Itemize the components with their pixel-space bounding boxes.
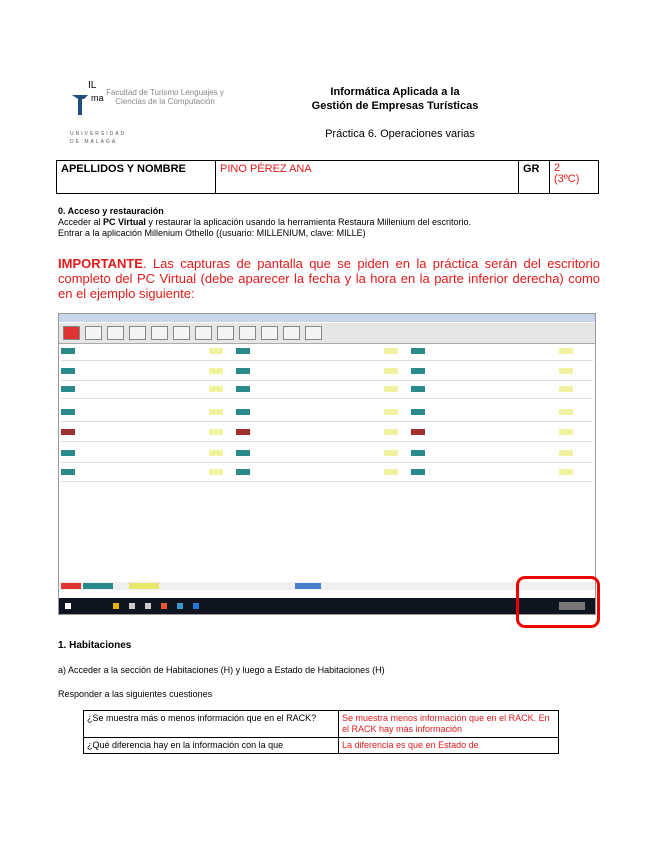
- room-number-cell: [236, 429, 250, 435]
- rack-row-divider: [61, 380, 593, 381]
- group-label: GR: [519, 161, 550, 194]
- toolbar-button: [151, 326, 168, 340]
- answer-cell: La diferencia es que en Estado de: [339, 738, 559, 754]
- room-status-cell: [559, 368, 573, 374]
- room-status-cell: [559, 469, 573, 475]
- section-1-heading: 1. Habitaciones: [58, 640, 132, 651]
- logo-t-mark-icon: [70, 93, 90, 117]
- toolbar-button: [173, 326, 190, 340]
- section-access: [58, 206, 598, 239]
- taskbar-app-icon: [177, 603, 183, 609]
- table-row: [84, 738, 559, 754]
- room-number-cell: [61, 386, 75, 392]
- room-number-cell: [411, 386, 425, 392]
- questions-table: [83, 710, 559, 754]
- toolbar-button: [261, 326, 278, 340]
- room-number-cell: [61, 469, 75, 475]
- section-1-step-a: a) Acceder a la sección de Habitaciones (H) y luego a Estado de Habitaciones (H): [58, 665, 385, 675]
- rack-row-divider: [61, 462, 593, 463]
- toolbar-button: [129, 326, 146, 340]
- room-status-cell: [559, 348, 573, 354]
- room-status-cell: [559, 450, 573, 456]
- screenshot-toolbar: [59, 323, 595, 344]
- room-number-cell: [411, 469, 425, 475]
- room-number-cell: [61, 450, 75, 456]
- taskbar-app-icon: [193, 603, 199, 609]
- practice-subtitle: Práctica 6. Operaciones varias: [325, 128, 475, 140]
- screenshot-taskbar: [59, 598, 595, 614]
- toolbar-button: [63, 326, 80, 340]
- rack-row-divider: [61, 481, 593, 482]
- room-status-cell: [209, 429, 223, 435]
- clock-highlight-circle: [516, 576, 600, 628]
- room-status-cell: [209, 368, 223, 374]
- student-name: PINO PÉREZ ANA: [216, 161, 519, 194]
- windows-start-icon: [65, 603, 71, 609]
- title-line-2: Gestión de Empresas Turísticas: [311, 100, 479, 112]
- room-status-cell: [384, 348, 398, 354]
- important-label: IMPORTANTE: [58, 256, 143, 271]
- toolbar-button: [239, 326, 256, 340]
- logo-university-text: UNIVERSIDAD DE MÁLAGA: [70, 131, 127, 145]
- logo-faculty-text: Facultad de Turismo Lenguajes y Ciencias de la Computación: [106, 88, 224, 106]
- toolbar-button: [85, 326, 102, 340]
- logo-il-text: IL: [88, 80, 97, 91]
- table-row: [84, 711, 559, 738]
- legend-swatch: [129, 583, 159, 589]
- taskbar-app-icon: [161, 603, 167, 609]
- room-number-cell: [61, 348, 75, 354]
- line1-bold: PC Virtual: [103, 217, 146, 227]
- legend-swatch: [295, 583, 321, 589]
- legend-swatch: [61, 583, 81, 589]
- name-label: APELLIDOS Y NOMBRE: [57, 161, 216, 194]
- room-number-cell: [61, 409, 75, 415]
- line1-post: y restaurar la aplicación usando la herramienta Restaura Millenium del escritorio.: [145, 217, 472, 227]
- group-value-line-1: 2: [554, 162, 561, 174]
- question-cell: ¿Se muestra más o menos información que en el RACK?: [84, 711, 339, 738]
- room-status-cell: [384, 409, 398, 415]
- logo-ma-text: ma: [91, 93, 104, 103]
- room-number-cell: [61, 429, 75, 435]
- title-line-1: Informática Aplicada a la: [330, 86, 460, 98]
- room-status-cell: [559, 429, 573, 435]
- room-number-cell: [61, 368, 75, 374]
- taskbar-app-icon: [145, 603, 151, 609]
- section-0-line-1: [58, 217, 598, 228]
- room-number-cell: [411, 450, 425, 456]
- important-text: . Las capturas de pantalla que se piden en la práctica serán del escritorio completo del PC Virtual (debe aparecer la fecha y la hora en la parte inferior derecha) como en el ejemplo siguiente:: [58, 256, 600, 301]
- room-number-cell: [236, 469, 250, 475]
- room-number-cell: [411, 429, 425, 435]
- room-number-cell: [236, 409, 250, 415]
- toolbar-button: [305, 326, 322, 340]
- room-status-cell: [209, 348, 223, 354]
- screenshot-legend-bar: [59, 582, 595, 590]
- group-value: [550, 161, 599, 194]
- room-status-cell: [559, 409, 573, 415]
- room-status-cell: [384, 450, 398, 456]
- toolbar-button: [217, 326, 234, 340]
- room-status-cell: [384, 368, 398, 374]
- screenshot-titlebar: [59, 314, 595, 322]
- rack-row-divider: [61, 441, 593, 442]
- room-status-cell: [384, 469, 398, 475]
- rack-row-divider: [61, 398, 593, 399]
- room-status-cell: [209, 469, 223, 475]
- room-status-cell: [384, 386, 398, 392]
- legend-swatch: [83, 583, 113, 589]
- important-note: [58, 256, 600, 301]
- room-status-cell: [384, 429, 398, 435]
- room-status-cell: [559, 386, 573, 392]
- answer-cell: Se muestra menos información que en el RACK. En el RACK hay más información: [339, 711, 559, 738]
- room-number-cell: [236, 386, 250, 392]
- room-number-cell: [236, 450, 250, 456]
- room-number-cell: [411, 368, 425, 374]
- room-number-cell: [411, 409, 425, 415]
- toolbar-button: [107, 326, 124, 340]
- room-status-cell: [209, 386, 223, 392]
- example-screenshot: [58, 313, 596, 615]
- section-1-respond: Responder a las siguientes cuestiones: [58, 689, 213, 699]
- room-status-cell: [209, 409, 223, 415]
- rack-row-divider: [61, 360, 593, 361]
- line1-pre: Acceder al: [58, 217, 104, 227]
- document-title: [270, 85, 520, 113]
- toolbar-button: [283, 326, 300, 340]
- rack-row-divider: [61, 421, 593, 422]
- toolbar-button: [195, 326, 212, 340]
- section-0-line-2: Entrar a la aplicación Millenium Othello ((usuario: MILLENIUM, clave: MILLE): [58, 228, 366, 238]
- room-number-cell: [411, 348, 425, 354]
- room-number-cell: [236, 368, 250, 374]
- group-value-line-2: (3ºC): [554, 173, 580, 185]
- taskbar-app-icon: [129, 603, 135, 609]
- question-cell: ¿Qué diferencia hay en la información con la que: [84, 738, 339, 754]
- room-number-cell: [236, 348, 250, 354]
- section-0-heading: 0. Acceso y restauración: [58, 206, 164, 216]
- room-status-cell: [209, 450, 223, 456]
- student-info-table: [56, 160, 599, 194]
- taskbar-app-icon: [113, 603, 119, 609]
